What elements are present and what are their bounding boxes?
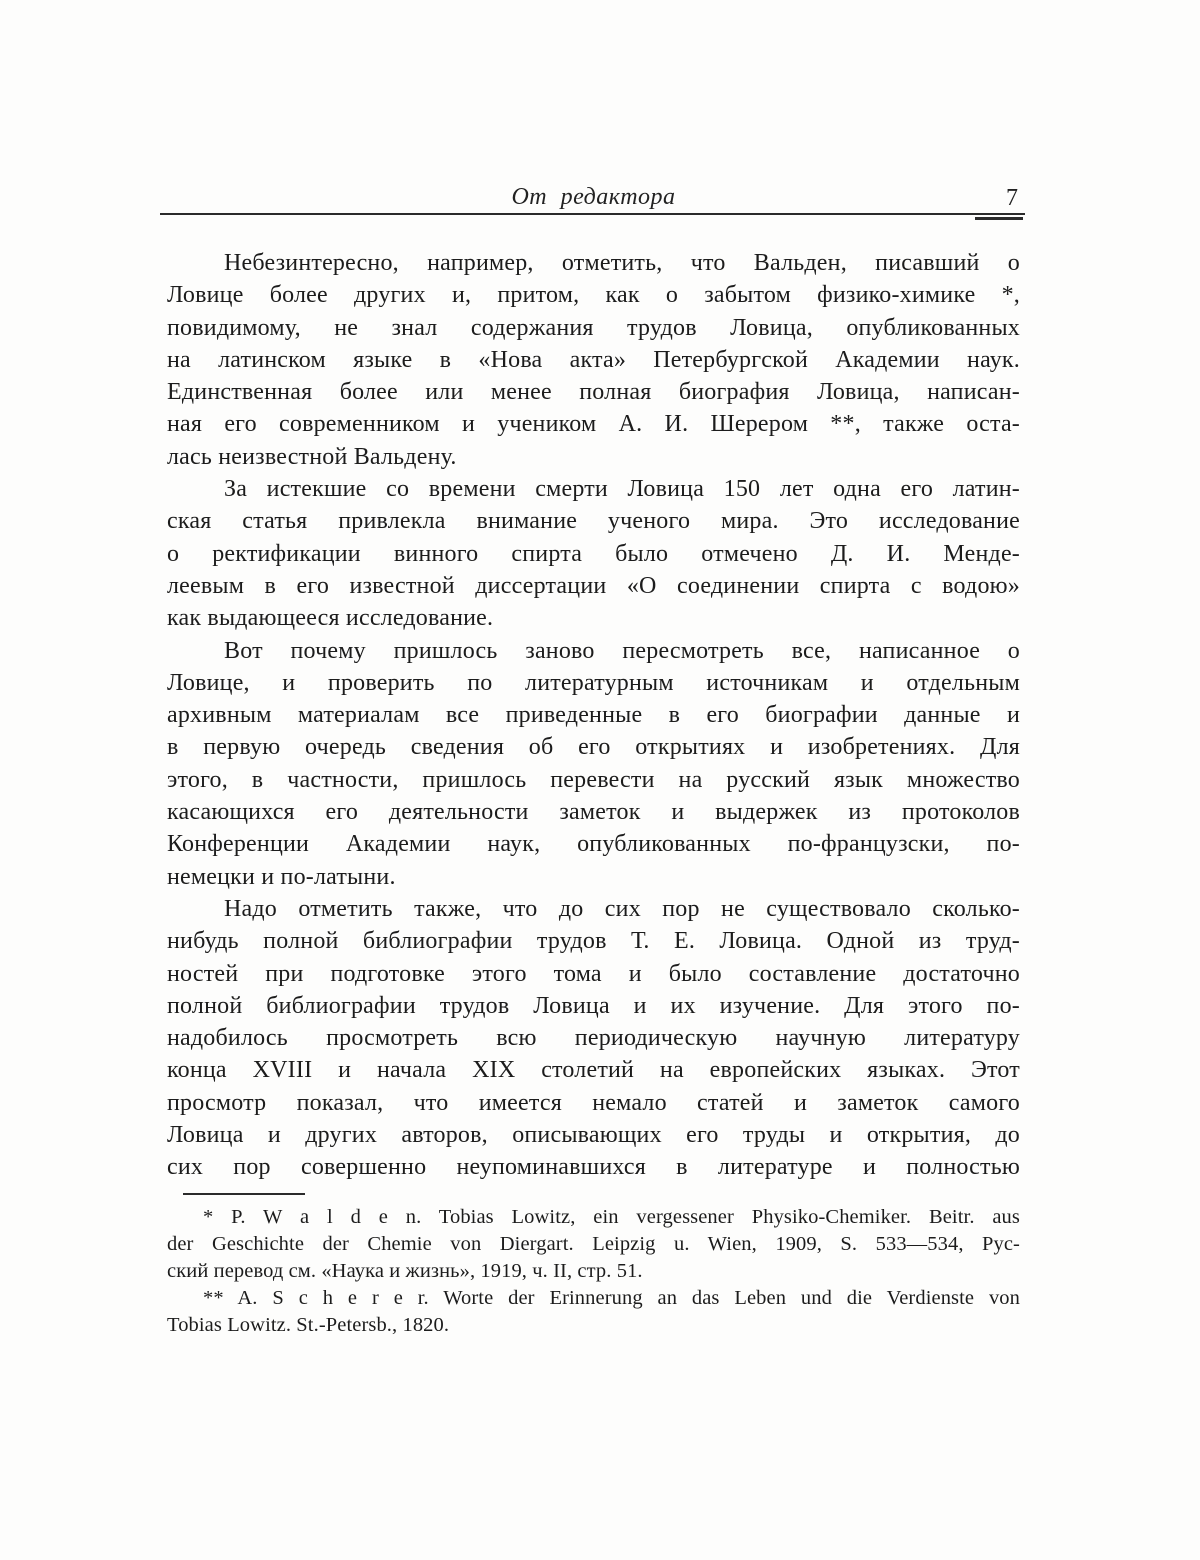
body-line: Единственная более или менее полная биография Ловица, написан- [167, 379, 1020, 406]
body-line: За истекшие со времени смерти Ловица 150 лет одна его латин- [224, 476, 1020, 503]
body-line: ностей при подготовке этого тома и было составление достаточно [167, 960, 1020, 987]
footnote-rule [183, 1193, 305, 1195]
body-line: повидимому, не знал содержания трудов Ловица, опубликованных [167, 314, 1020, 341]
footnote-line: * P. W a l d e n. Tobias Lowitz, ein vergessener Physiko-Chemiker. Beitr. aus [203, 1206, 1020, 1228]
body-line: в первую очередь сведения об его открытиях и изобретениях. Для [167, 734, 1020, 761]
body-line: немецки и по-латыни. [167, 863, 396, 890]
body-line: архивным материалам все приведенные в его биографии данные и [167, 702, 1020, 729]
body-line: полной библиографии трудов Ловица и их изучение. Для этого по- [167, 992, 1020, 1019]
body-line: касающихся его деятельности заметок и выдержек из протоколов [167, 799, 1020, 826]
footnote-line: Tobias Lowitz. St.-Petersb., 1820. [167, 1314, 450, 1336]
body-line: Вот почему пришлось заново пересмотреть все, написанное о [224, 637, 1020, 664]
body-line: просмотр показал, что имеется немало статей и заметок самого [167, 1089, 1020, 1116]
body-line: на латинском языке в «Нова акта» Петербургской Академии наук. [167, 346, 1020, 373]
body-line: лась неизвестной Вальдену. [167, 443, 457, 470]
page-number: 7 [1006, 185, 1018, 211]
body-line: Ловице, и проверить по литературным источникам и отдельным [167, 669, 1020, 696]
body-line: Конференции Академии наук, опубликованных по-французски, по- [167, 831, 1020, 858]
body-line: этого, в частности, пришлось перевести на русский язык множество [167, 766, 1020, 793]
header-rule [160, 213, 1025, 215]
body-line: о ректификации винного спирта было отмечено Д. И. Менде- [167, 540, 1020, 567]
running-head [167, 184, 1020, 216]
footnote-line: ский перевод см. «Наука и жизнь», 1919, ч. II, стр. 51. [167, 1260, 643, 1282]
body-line: нибудь полной библиографии трудов Т. Е. Ловица. Одной из труд- [167, 928, 1020, 955]
body-line: надобилось просмотреть всю периодическую научную литературу [167, 1025, 1020, 1052]
body-line: конца XVIII и начала XIX столетий на европейских языках. Этот [167, 1057, 1020, 1084]
body-line: сих пор совершенно неупоминавшихся в литературе и полностью [167, 1154, 1020, 1181]
body-line: ская статья привлекла внимание ученого мира. Это исследование [167, 508, 1020, 535]
body-text [167, 247, 1020, 1184]
body-line: Ловица и других авторов, описывающих его труды и открытия, до [167, 1122, 1020, 1149]
footnote-line: der Geschichte der Chemie von Diergart. Leipzig u. Wien, 1909, S. 533—534, Рус- [167, 1233, 1020, 1255]
body-line: как выдающееся исследование. [167, 605, 494, 632]
running-title: От редактора [511, 184, 676, 210]
body-line: ная его современником и учеником А. И. Шерером **, также оста- [167, 411, 1020, 438]
body-line: Надо отметить также, что до сих пор не существовало сколько- [224, 895, 1020, 922]
footnote-line: ** A. S c h e r e r. Worte der Erinnerung an das Leben und die Verdienste von [203, 1287, 1020, 1309]
footnotes [167, 1204, 1020, 1339]
header-rule-right-segment [975, 217, 1023, 220]
body-line: Ловице более других и, притом, как о забытом физико-химике *, [167, 282, 1020, 309]
body-line: леевым в его известной диссертации «О соединении спирта с водою» [167, 572, 1020, 599]
body-line: Небезинтересно, например, отметить, что Вальден, писавший о [224, 250, 1020, 276]
